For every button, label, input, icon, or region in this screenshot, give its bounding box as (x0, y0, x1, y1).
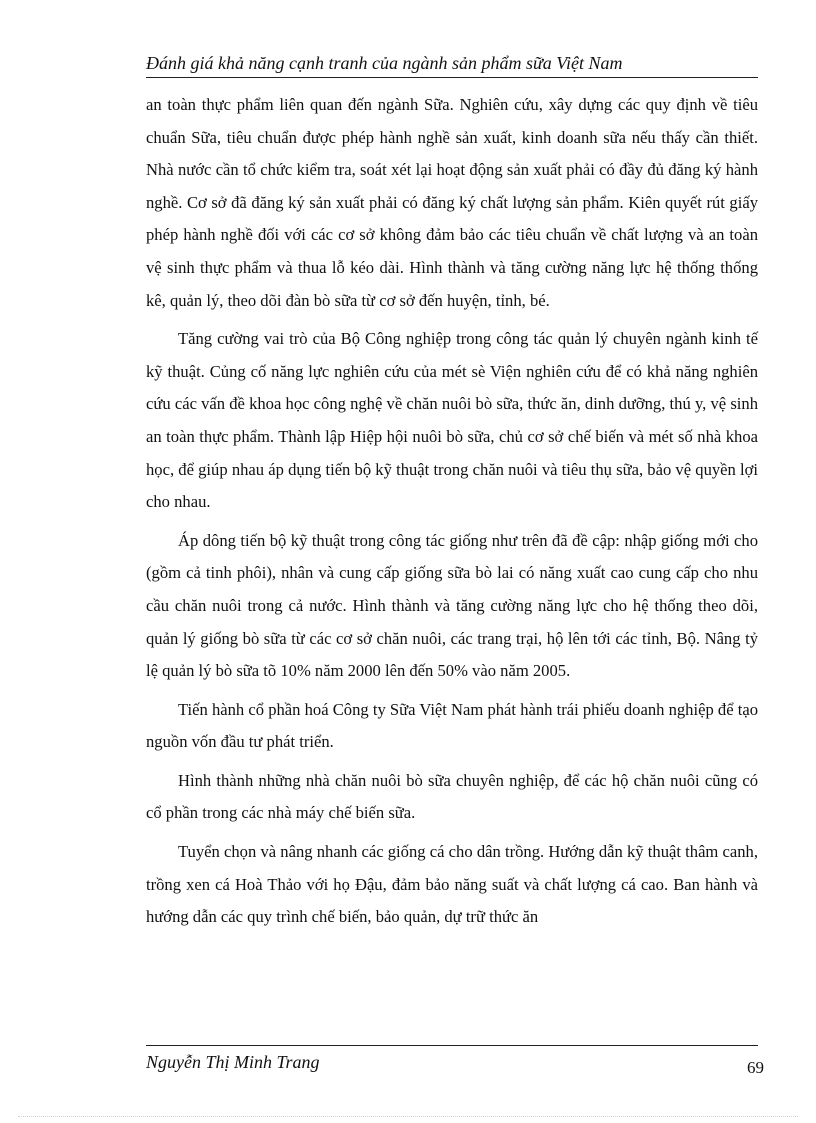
footer-author: Nguyễn Thị Minh Trang (146, 1052, 320, 1072)
page-edge-divider (18, 1116, 798, 1117)
running-header: Đánh giá khả năng cạnh tranh của ngành sản phẩm sữa Việt Nam (146, 51, 758, 78)
page-number: 69 (747, 1058, 764, 1077)
body-text (146, 89, 758, 940)
paragraph: an toàn thực phẩm liên quan đến ngành Sữa. Nghiên cứu, xây dựng các quy định về tiêu chuẩn Sữa, tiêu chuẩn được phép hành nghề sản xuất, kinh doanh sữa nếu thấy cần thiết. Nhà nước cần tổ chức kiểm tra, soát xét lại hoạt động sản xuất phải có đầy đủ đăng ký hành nghề. Cơ sở đã đăng ký sản xuất phải có đăng ký chất lượng sản phẩm. Kiên quyết rút giấy phép hành nghề đối với các cơ sở không đảm bảo các tiêu chuẩn về chất lượng và an toàn vệ sinh thực phẩm và thua lỗ kéo dài. Hình thành và tăng cường năng lực hệ thống thống kê, quản lý, theo dõi đàn bò sữa từ cơ sở đến huyện, tỉnh, bé. (146, 95, 758, 310)
footer-rule (146, 1045, 758, 1046)
paragraph: Tiến hành cổ phần hoá Công ty Sữa Việt Nam phát hành trái phiếu doanh nghiệp để tạo nguồn vốn đầu tư phát triển. (146, 699, 758, 752)
paragraph: Áp dông tiến bộ kỹ thuật trong công tác giống như trên đã đề cập: nhập giống mới cho (gồm cả tinh phôi), nhân và cung cấp giống sữa bò lai có năng xuất cao cung cấp cho nhu cầu chăn nuôi trong cả nước. Hình thành và tăng cường năng lực cho hệ thống theo dõi, quản lý giống bò sữa từ các cơ sở chăn nuôi, các trang trại, hộ lên tới các tỉnh, Bộ. Nâng tỷ lệ quản lý bò sữa tõ 10% năm 2000 lên đến 50% vào năm 2005. (146, 530, 758, 681)
paragraph: Tăng cường vai trò của Bộ Công nghiệp trong công tác quản lý chuyên ngành kinh tế kỹ thuật. Củng cố năng lực nghiên cứu của mét sè Viện nghiên cứu để có khả năng nghiên cứu các vấn đề khoa học công nghệ về chăn nuôi bò sữa, thức ăn, dinh dưỡng, thú y, vệ sinh an toàn thực phẩm. Thành lập Hiệp hội nuôi bò sữa, chủ cơ sở chế biến và mét số nhà khoa học, để giúp nhau áp dụng tiến bộ kỹ thuật trong chăn nuôi và tiêu thụ sữa, bảo vệ quyền lợi cho nhau. (146, 329, 758, 512)
paragraph: Hình thành những nhà chăn nuôi bò sữa chuyên nghiệp, để các hộ chăn nuôi cũng có cổ phần trong các nhà máy chế biến sữa. (146, 770, 758, 823)
paragraph: Tuyển chọn và nâng nhanh các giống cá cho dân trồng. Hướng dẫn kỹ thuật thâm canh, trồng xen cá Hoà Thảo với họ Đậu, đảm bảo năng suất và chất lượng cá cao. Ban hành và hướng dẫn các quy trình chế biến, bảo quản, dự trữ thức ăn (146, 842, 758, 927)
